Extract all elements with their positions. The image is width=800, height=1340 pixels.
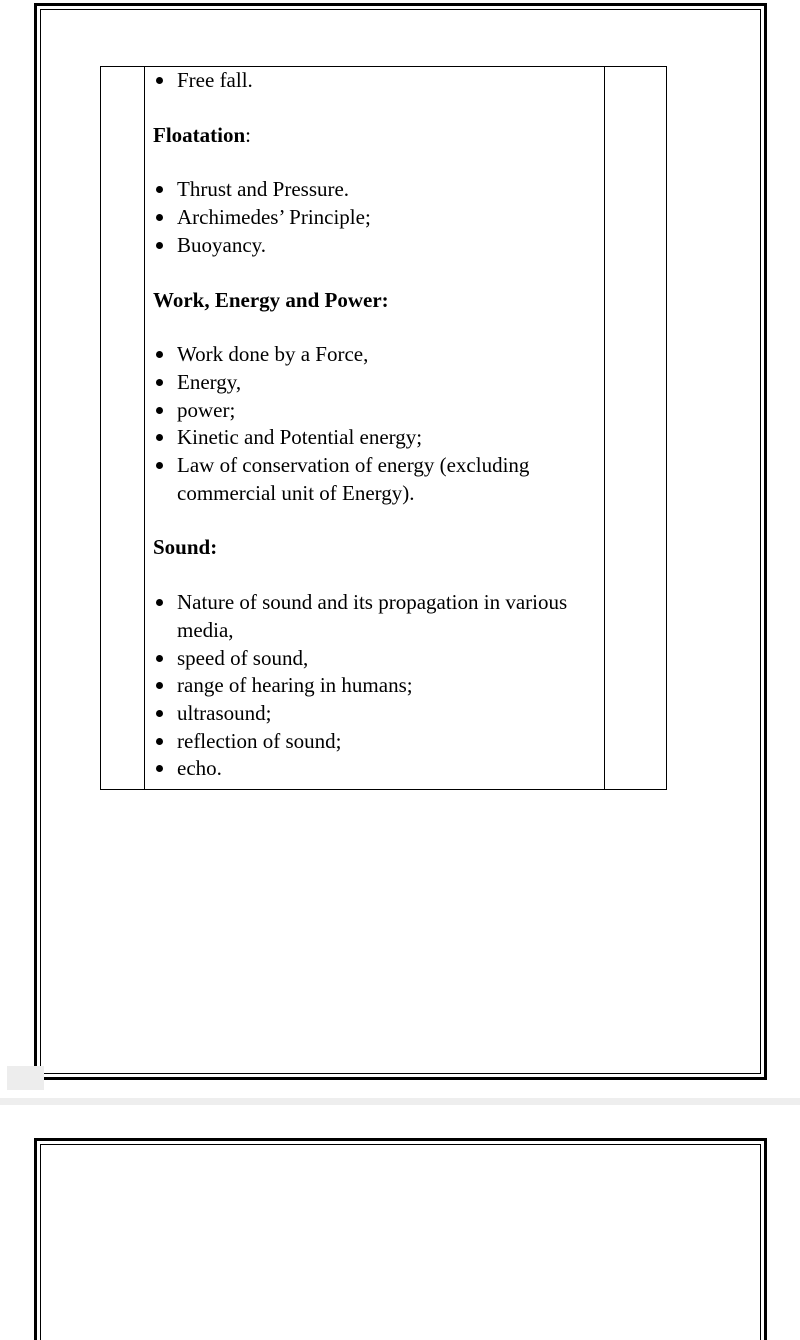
section-heading-work-energy-power: Work, Energy and Power: [153, 287, 389, 312]
table-cell-right [605, 67, 667, 790]
page-separator [0, 1098, 800, 1105]
sound-list [153, 589, 596, 783]
list-item: Work done by a Force, [153, 341, 596, 369]
list-item: Free fall. [153, 67, 596, 95]
section-heading-floatation [153, 122, 596, 150]
section-heading-sound: Sound: [153, 535, 218, 560]
list-item: Nature of sound and its propagation in various media, [153, 589, 596, 644]
table-cell-left [101, 67, 145, 790]
free-fall-list [153, 67, 596, 95]
table-cell-content [145, 67, 605, 790]
list-item: echo. [153, 755, 596, 783]
work-energy-power-list [153, 341, 596, 507]
list-item: ultrasound; [153, 700, 596, 728]
table-row [101, 67, 667, 790]
list-item: range of hearing in humans; [153, 672, 596, 700]
heading-suffix: : [245, 122, 252, 147]
list-item: power; [153, 397, 596, 425]
list-item: Thrust and Pressure. [153, 176, 596, 204]
document-page-2 [34, 1138, 767, 1340]
floatation-list [153, 176, 596, 259]
page-thumbnail-tab[interactable] [7, 1066, 44, 1090]
list-item: reflection of sound; [153, 728, 596, 756]
list-item: Buoyancy. [153, 232, 596, 260]
list-item: Law of conservation of energy (excluding commercial unit of Energy). [153, 452, 596, 507]
syllabus-table [100, 66, 667, 790]
list-item: Archimedes’ Principle; [153, 204, 596, 232]
heading-text: Floatation [153, 122, 246, 147]
list-item: speed of sound, [153, 645, 596, 673]
list-item: Kinetic and Potential energy; [153, 424, 596, 452]
list-item: Energy, [153, 369, 596, 397]
document-page-1 [34, 3, 767, 1080]
topics-content [145, 67, 604, 783]
